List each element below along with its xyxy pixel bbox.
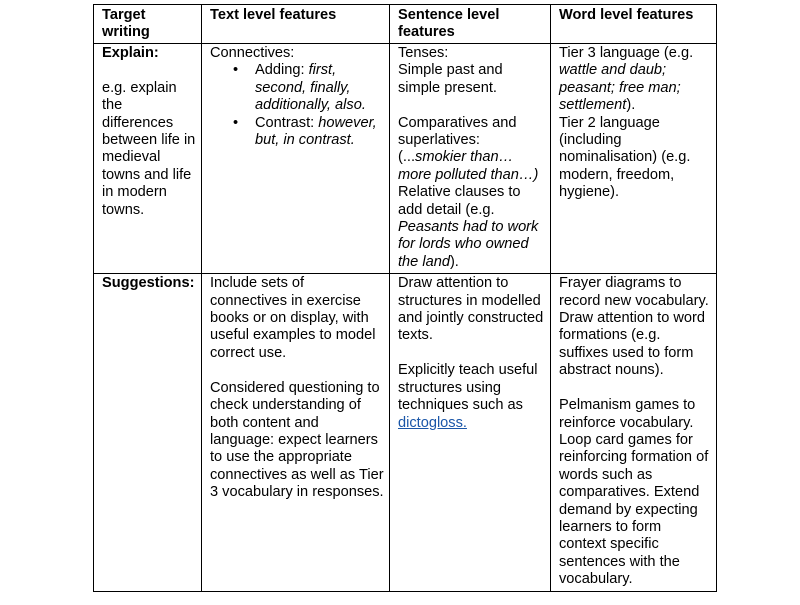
bullet-icon: • — [233, 114, 239, 131]
connectives-list — [210, 62, 384, 149]
suggestions-row — [94, 274, 717, 591]
sentence-level-suggestion-1: Draw attention to structures in modelled and jointly constructed texts. — [398, 275, 544, 344]
relative-clause-block — [398, 184, 545, 271]
tier3-examples: wattle and daub; peasant; free man; settlement — [559, 62, 681, 114]
contrast-examples: however, but, in contrast. — [255, 114, 377, 149]
comparatives-heading: Comparatives and superlatives: — [398, 114, 517, 149]
writing-features-table — [93, 4, 717, 592]
header-row — [94, 5, 717, 44]
sentence-level-suggestion-2-block — [398, 362, 545, 432]
tier3-close: ). — [626, 97, 636, 114]
relative-text: Relative clauses to add detail (e.g. — [398, 184, 521, 218]
header-text-level: Text level features — [202, 5, 390, 44]
explain-target-cell — [94, 44, 202, 274]
tier3-block — [559, 45, 711, 115]
explain-text-level-cell — [202, 44, 390, 274]
header-sentence-level: Sentence level features — [390, 5, 551, 44]
suggestions-label: Suggestions: — [102, 275, 195, 292]
tier2-text: Tier 2 language (including nominalisation) (e.g. modern, freedom, hygiene). — [559, 114, 691, 201]
text-level-suggestion-1: Include sets of connectives in exercise books or on display, with useful examples to model correct use. — [210, 275, 376, 361]
explain-word-level-cell — [551, 44, 717, 274]
text-level-suggestion-2: Considered questioning to check understanding of both content and language: expect learners to use the appropriate connectives as well as Tier 3 vocabulary in responses. — [210, 379, 384, 501]
tenses-text: Simple past and simple present. — [398, 62, 503, 96]
list-item — [210, 115, 384, 150]
header-target-writing: Target writing — [94, 5, 202, 44]
suggestions-word-level-cell — [551, 274, 717, 591]
dictogloss-link[interactable]: dictogloss. — [398, 414, 467, 431]
suggestions-target-cell — [94, 274, 202, 591]
bullet-icon: • — [233, 62, 239, 79]
word-level-suggestion-2: Pelmanism games to reinforce vocabulary. Loop card games for reinforcing formation of words such as comparatives. Extend demand by expecting learners to form context specific sentences with the vocabulary. — [559, 397, 709, 588]
suggestions-text-level-cell — [202, 274, 390, 591]
relative-close: ). — [449, 253, 459, 270]
explain-example: e.g. explain the differences between life in medieval towns and life in modern towns. — [102, 79, 196, 218]
explain-row — [94, 44, 717, 274]
tenses-heading: Tenses: — [398, 45, 449, 61]
explain-label: Explain: — [102, 45, 159, 61]
suggestions-sentence-level-cell — [390, 274, 551, 591]
comparatives-open: (... — [398, 149, 416, 166]
adding-label: Adding: — [255, 62, 305, 79]
comparatives-example: smokier than… more polluted than…) — [398, 149, 539, 183]
word-level-suggestion-1: Frayer diagrams to record new vocabulary. Draw attention to word formations (e.g. suffixes used to form abstract nouns). — [559, 275, 709, 379]
comparatives-example-block — [398, 149, 545, 184]
list-item — [210, 62, 384, 114]
sentence-level-suggestion-2: Explicitly teach useful structures using techniques such as — [398, 362, 538, 414]
tier3-open: Tier 3 language (e.g. — [559, 45, 694, 61]
explain-sentence-level-cell — [390, 44, 551, 274]
contrast-label: Contrast: — [255, 114, 315, 131]
relative-example: Peasants had to work for lords who owned the land — [398, 219, 539, 270]
header-word-level: Word level features — [551, 5, 717, 44]
adding-examples: first, second, finally, additionally, also. — [255, 62, 366, 114]
connectives-heading: Connectives: — [210, 45, 295, 61]
